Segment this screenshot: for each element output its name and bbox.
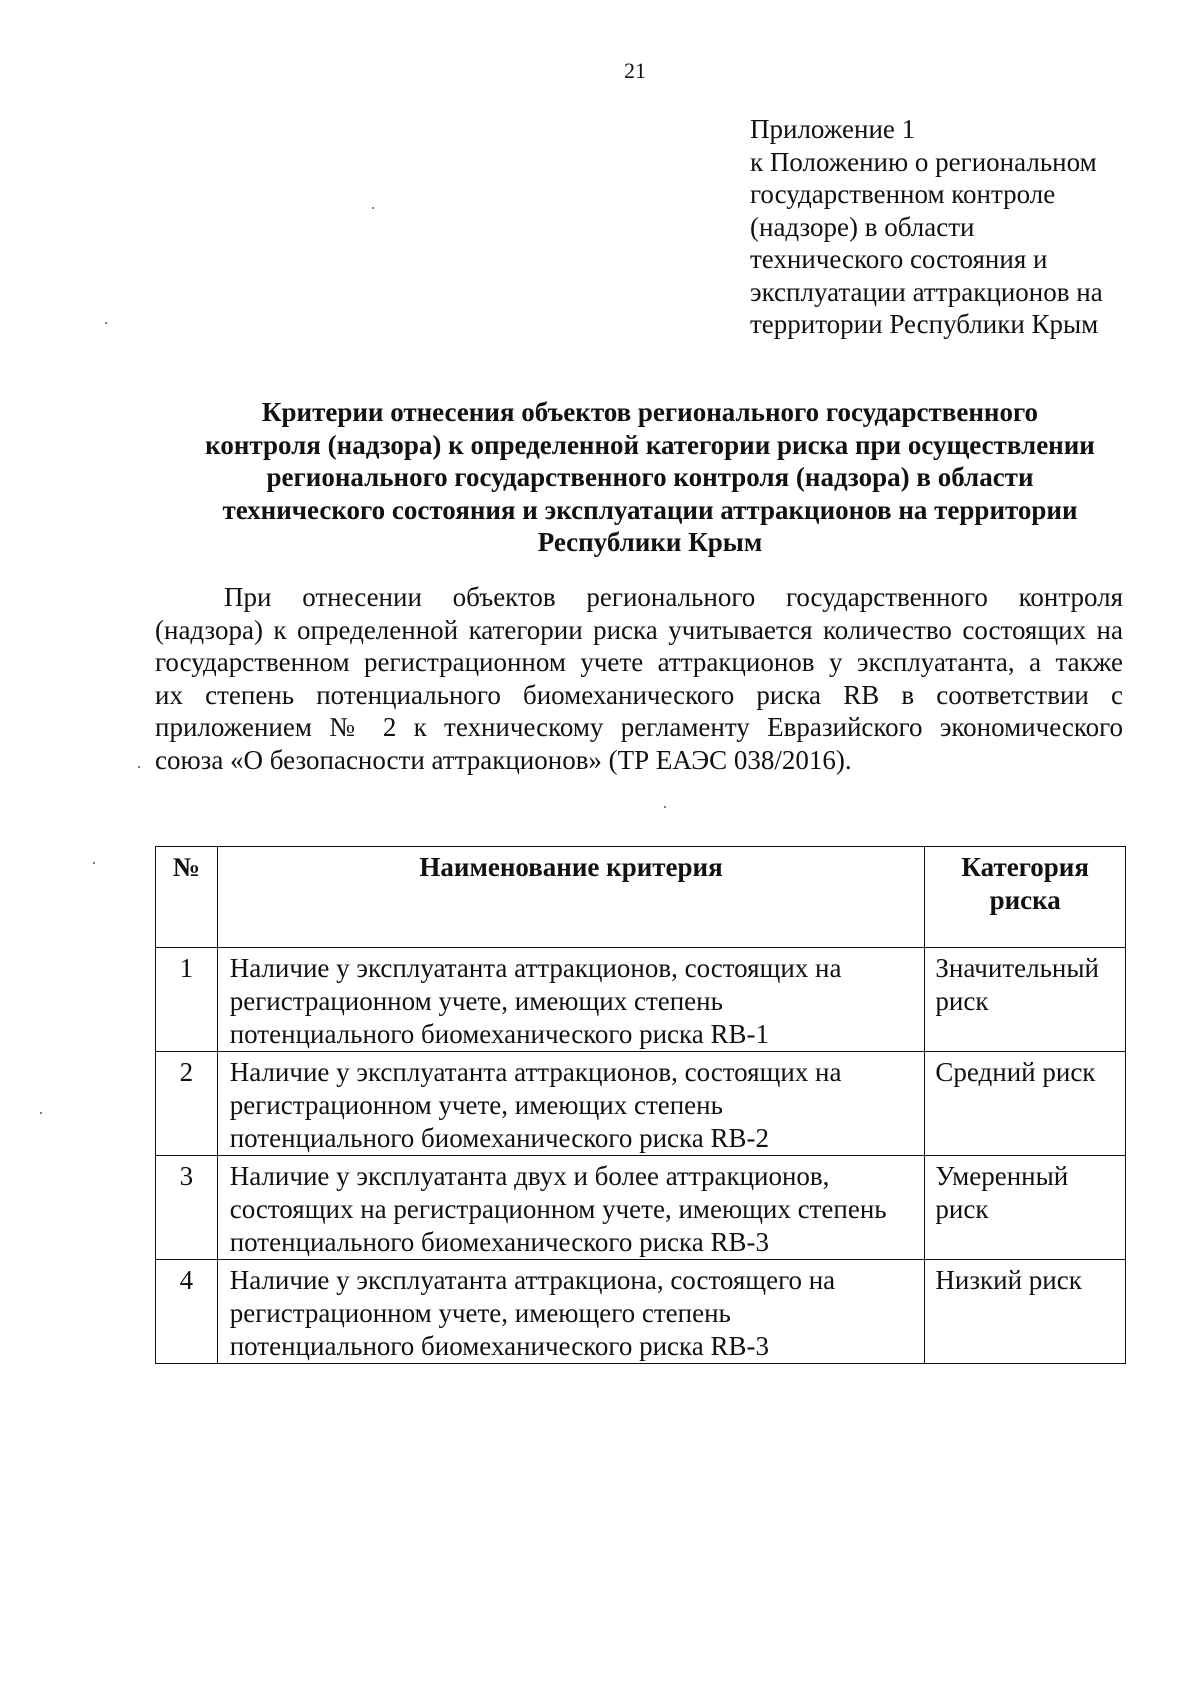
row-number: 3 [156, 1156, 218, 1260]
appendix-note [750, 113, 1150, 341]
scan-speck [372, 207, 374, 209]
row-category [925, 1052, 1126, 1156]
criterion-line: потенциального биомеханического риска RB-3 [229, 1331, 769, 1361]
scan-speck [105, 322, 107, 324]
category-line: Значительный [935, 953, 1099, 983]
category-line: Умеренный [935, 1161, 1069, 1191]
category-line: риск [935, 1194, 989, 1224]
header-category-line: Категория [961, 852, 1089, 882]
criterion-line: регистрационном учете, имеющих степень [229, 1090, 723, 1120]
title-line: технического состояния и эксплуатации аттракционов на территории [222, 494, 1078, 525]
criterion-line: регистрационном учете, имеющего степень [229, 1298, 731, 1328]
row-number: 1 [156, 948, 218, 1052]
appendix-line: эксплуатации аттракционов на [750, 276, 1103, 307]
appendix-line: технического состояния и [750, 244, 1048, 274]
criterion-line: потенциального биомеханического риска RB-2 [229, 1123, 769, 1153]
scan-speck [138, 766, 140, 768]
criterion-line: потенциального биомеханического риска RB-3 [229, 1227, 769, 1257]
appendix-line: территории Республики Крым [750, 309, 1099, 339]
document-title [140, 396, 1160, 559]
title-line: Критерии отнесения объектов регионального государственного [261, 397, 1039, 427]
title-line: контроля (надзора) к определенной категории риска при осуществлении [205, 429, 1095, 460]
appendix-line: (надзоре) в области [750, 211, 975, 242]
appendix-line: государственном контроле [750, 179, 1056, 209]
criterion-line: регистрационном учете, имеющих степень [229, 986, 723, 1016]
criterion-line: состоящих на регистрационном учете, имеющих степень [229, 1194, 887, 1224]
intro-line: государственном регистрационном учете аттракционов у эксплуатанта, а также [155, 647, 1123, 677]
scan-speck [664, 806, 666, 808]
scan-speck [93, 862, 95, 864]
title-line: Республики Крым [537, 527, 763, 557]
intro-paragraph [155, 581, 1123, 776]
category-line: Низкий риск [935, 1265, 1082, 1295]
category-line: риск [935, 986, 989, 1016]
category-line: Средний риск [935, 1057, 1096, 1087]
criterion-line: Наличие у эксплуатанта аттракционов, состоящих на [229, 1057, 842, 1087]
intro-line: их степень потенциального биомеханического риска RB в соответствии с [155, 679, 1123, 710]
table-row [156, 1260, 1126, 1364]
table-row [156, 1156, 1126, 1260]
row-criterion [217, 1156, 925, 1260]
table-header-row [156, 847, 1126, 948]
row-category [925, 1260, 1126, 1364]
intro-line: союза «О безопасности аттракционов» (ТР ЕАЭС 038/2016). [155, 744, 852, 775]
header-number: № [156, 847, 218, 948]
row-category [925, 948, 1126, 1052]
criteria-table [155, 846, 1126, 1364]
table-row [156, 948, 1126, 1052]
title-line: регионального государственного контроля (надзора) в области [266, 462, 1034, 492]
criterion-line: Наличие у эксплуатанта аттракционов, состоящих на [229, 953, 842, 983]
table-row [156, 1052, 1126, 1156]
appendix-line: к Положению о региональном [750, 146, 1097, 177]
intro-line: (надзора) к определенной категории риска учитывается количество состоящих на [155, 614, 1123, 645]
row-number: 4 [156, 1260, 218, 1364]
row-criterion [217, 1052, 925, 1156]
criterion-line: Наличие у эксплуатанта аттракциона, состоящего на [229, 1265, 836, 1295]
scan-speck [40, 1112, 42, 1114]
row-number: 2 [156, 1052, 218, 1156]
intro-line: приложением № 2 к техническому регламенту Евразийского экономического [155, 712, 1123, 742]
row-criterion [217, 1260, 925, 1364]
appendix-line: Приложение 1 [750, 114, 916, 144]
criterion-line: потенциального биомеханического риска RB-1 [229, 1019, 769, 1049]
intro-line: При отнесении объектов регионального государственного контроля [224, 582, 1123, 612]
header-category [925, 847, 1126, 948]
criterion-line: Наличие у эксплуатанта двух и более аттракционов, [229, 1161, 830, 1191]
header-category-line: риска [989, 885, 1061, 915]
row-category [925, 1156, 1126, 1260]
row-criterion [217, 948, 925, 1052]
page-number: 21 [624, 58, 646, 83]
header-criterion: Наименование критерия [217, 847, 925, 948]
